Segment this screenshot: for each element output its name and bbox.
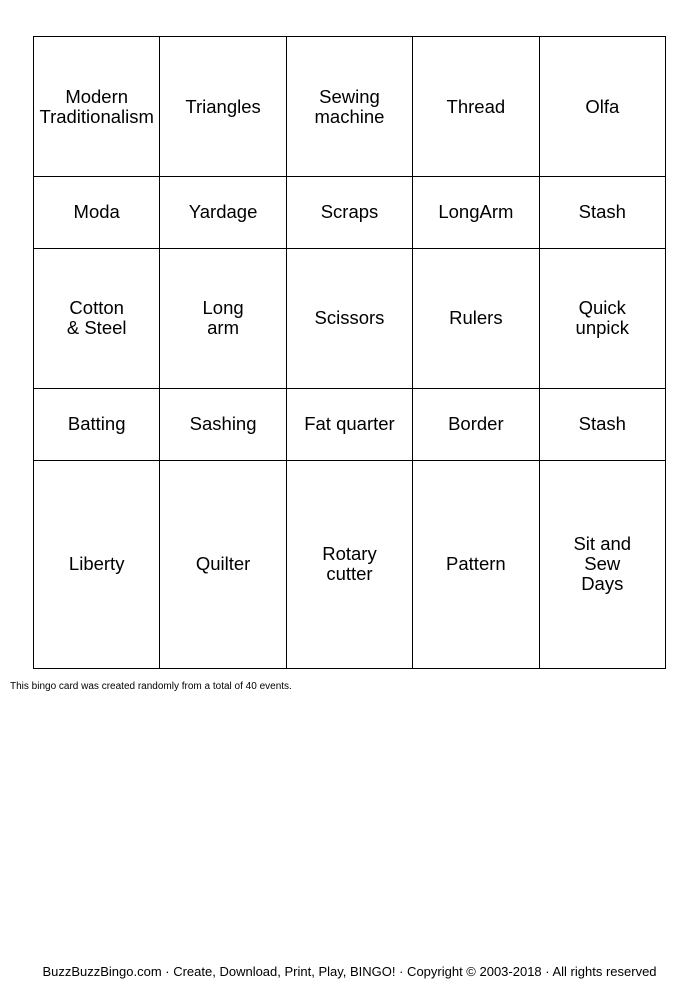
bingo-cell	[34, 248, 160, 388]
bingo-cell	[160, 388, 286, 460]
bingo-cell	[286, 460, 412, 668]
bingo-cell	[34, 177, 160, 249]
bingo-cell-label: Scissors	[314, 307, 385, 329]
bingo-cell-label: Liberty	[68, 553, 125, 575]
bingo-cell	[286, 37, 412, 177]
bingo-cell-label: Border	[448, 413, 504, 435]
bingo-cell	[413, 388, 539, 460]
bingo-row	[34, 460, 666, 668]
bingo-cell	[286, 177, 412, 249]
bingo-cell	[539, 177, 665, 249]
bingo-cell-label: Cotton & Steel	[66, 297, 127, 339]
bingo-cell-label: Modern Traditionalism	[39, 85, 154, 127]
bingo-cell	[539, 248, 665, 388]
bingo-cell-label: Quick unpick	[575, 297, 630, 339]
bingo-cell-label: Sewing machine	[314, 85, 385, 127]
bingo-cell	[160, 37, 286, 177]
bingo-cell-label: Batting	[67, 413, 126, 435]
bingo-cell	[160, 460, 286, 668]
bingo-cell-label: Pattern	[446, 553, 506, 575]
bingo-cell	[286, 248, 412, 388]
bingo-cell	[34, 460, 160, 668]
bingo-cell	[413, 37, 539, 177]
bingo-cell-label: Olfa	[585, 95, 620, 117]
bingo-cell-label: Stash	[578, 201, 626, 223]
bingo-cell	[34, 37, 160, 177]
bingo-cell	[539, 37, 665, 177]
bingo-cell-label: Rotary cutter	[322, 543, 377, 585]
bingo-cell-label: Fat quarter	[304, 413, 395, 435]
bingo-cell	[160, 177, 286, 249]
bingo-cell-label: Quilter	[195, 553, 251, 575]
bingo-cell-label: LongArm	[438, 201, 514, 223]
bingo-cell-label: Triangles	[185, 95, 261, 117]
bingo-cell	[286, 388, 412, 460]
bingo-cell-label: Yardage	[188, 201, 258, 223]
bingo-row	[34, 388, 666, 460]
bingo-cell	[34, 388, 160, 460]
page-footer: BuzzBuzzBingo.com · Create, Download, Print, Play, BINGO! · Copyright © 2003-2018 · All rights reserved	[42, 964, 657, 979]
bingo-row	[34, 177, 666, 249]
bingo-cell-label: Stash	[578, 413, 626, 435]
bingo-row	[34, 37, 666, 177]
bingo-cell	[413, 177, 539, 249]
bingo-cell-label: Moda	[73, 201, 120, 223]
bingo-cell-label: Sashing	[189, 413, 257, 435]
bingo-cell-label: Scraps	[320, 201, 379, 223]
bingo-cell	[539, 388, 665, 460]
bingo-cell	[539, 460, 665, 668]
bingo-cell-label: Thread	[446, 95, 506, 117]
bingo-cell-label: Long arm	[202, 297, 244, 339]
bingo-card-body	[34, 37, 666, 669]
card-generation-note: This bingo card was created randomly from a total of 40 events.	[10, 681, 292, 692]
bingo-cell-label: Rulers	[449, 307, 503, 329]
bingo-row	[34, 248, 666, 388]
bingo-cell	[160, 248, 286, 388]
bingo-cell	[413, 248, 539, 388]
bingo-cell-label: Sit and Sew Days	[573, 533, 632, 595]
bingo-card	[33, 36, 666, 669]
bingo-cell	[413, 460, 539, 668]
